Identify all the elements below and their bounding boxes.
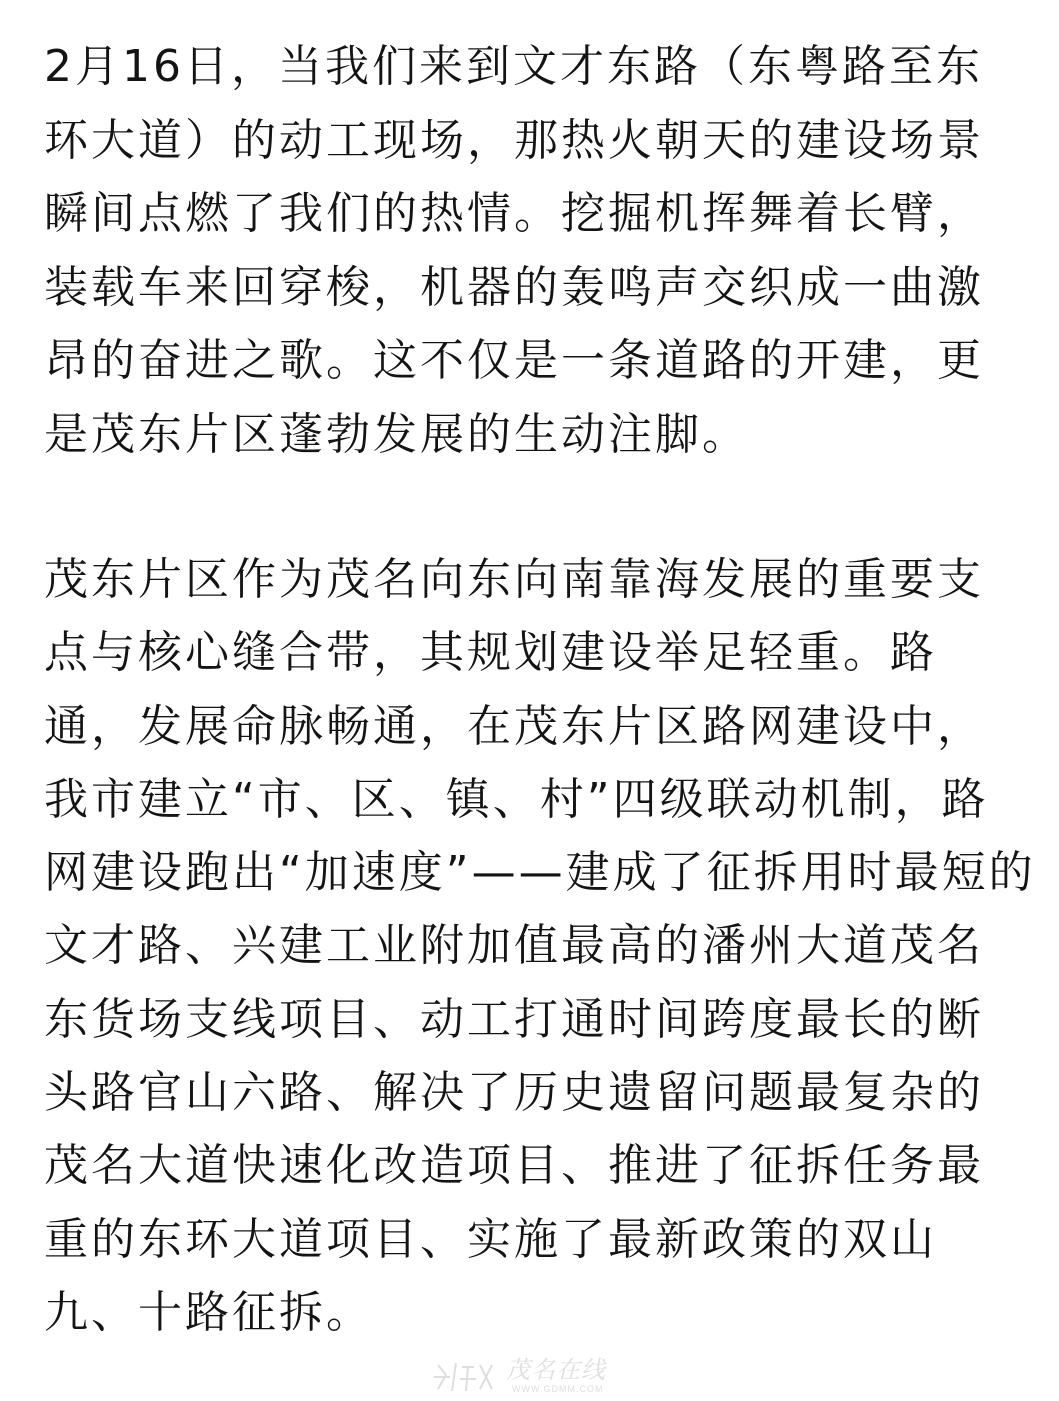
text-line: 是茂东片区蓬勃发展的生动注脚。: [44, 408, 749, 460]
text-line: 通，发展命脉畅通，在茂东片区路网建设中，: [44, 700, 984, 752]
text-line: 茂东片区作为茂名向东向南靠海发展的重要支: [44, 554, 984, 605]
text-line: 昂的奋进之歌。这不仅是一条道路的开建，更: [44, 335, 984, 386]
text-line: 九、十路征拆。: [44, 1286, 373, 1338]
article-paragraph: [44, 543, 1036, 1349]
text-line: 头路官山六路、解决了历史遗留问题最复杂的: [44, 1067, 984, 1119]
text-line: 网建设跑出“加速度”——建成了征拆用时最短的: [44, 847, 1036, 899]
watermark-url: WWW.GDMM.COM: [512, 1384, 604, 1394]
text-line: 重的东环大道项目、实施了最新政策的双山: [44, 1213, 937, 1265]
text-line: 瞬间点燃了我们的热情。挖掘机挥舞着长臂，: [44, 188, 984, 239]
watermark-brand: 茂名在线: [506, 1357, 606, 1384]
text-line: 环大道）的动工现场，那热火朝天的建设场景: [44, 114, 984, 166]
text-line: 2月16日，当我们来到文才东路（东粤路至东: [44, 41, 983, 92]
article-paragraph: [44, 30, 1019, 471]
text-line: 东货场支线项目、动工打通时间跨度最长的断: [44, 993, 984, 1045]
text-line: 点与核心缝合带，其规划建设举足轻重。路: [44, 627, 937, 679]
text-line: 文才路、兴建工业附加值最高的潘州大道茂名: [44, 920, 984, 972]
watermark: [432, 1357, 632, 1397]
lighthouse-logo-icon: [432, 1359, 502, 1395]
text-line: 茂名大道快速化改造项目、推进了征拆任务最: [44, 1140, 984, 1192]
text-line: 装载车来回穿梭，机器的轰鸣声交织成一曲激: [44, 261, 984, 313]
text-line: 我市建立“市、区、镇、村”四级联动机制，路: [44, 773, 989, 825]
